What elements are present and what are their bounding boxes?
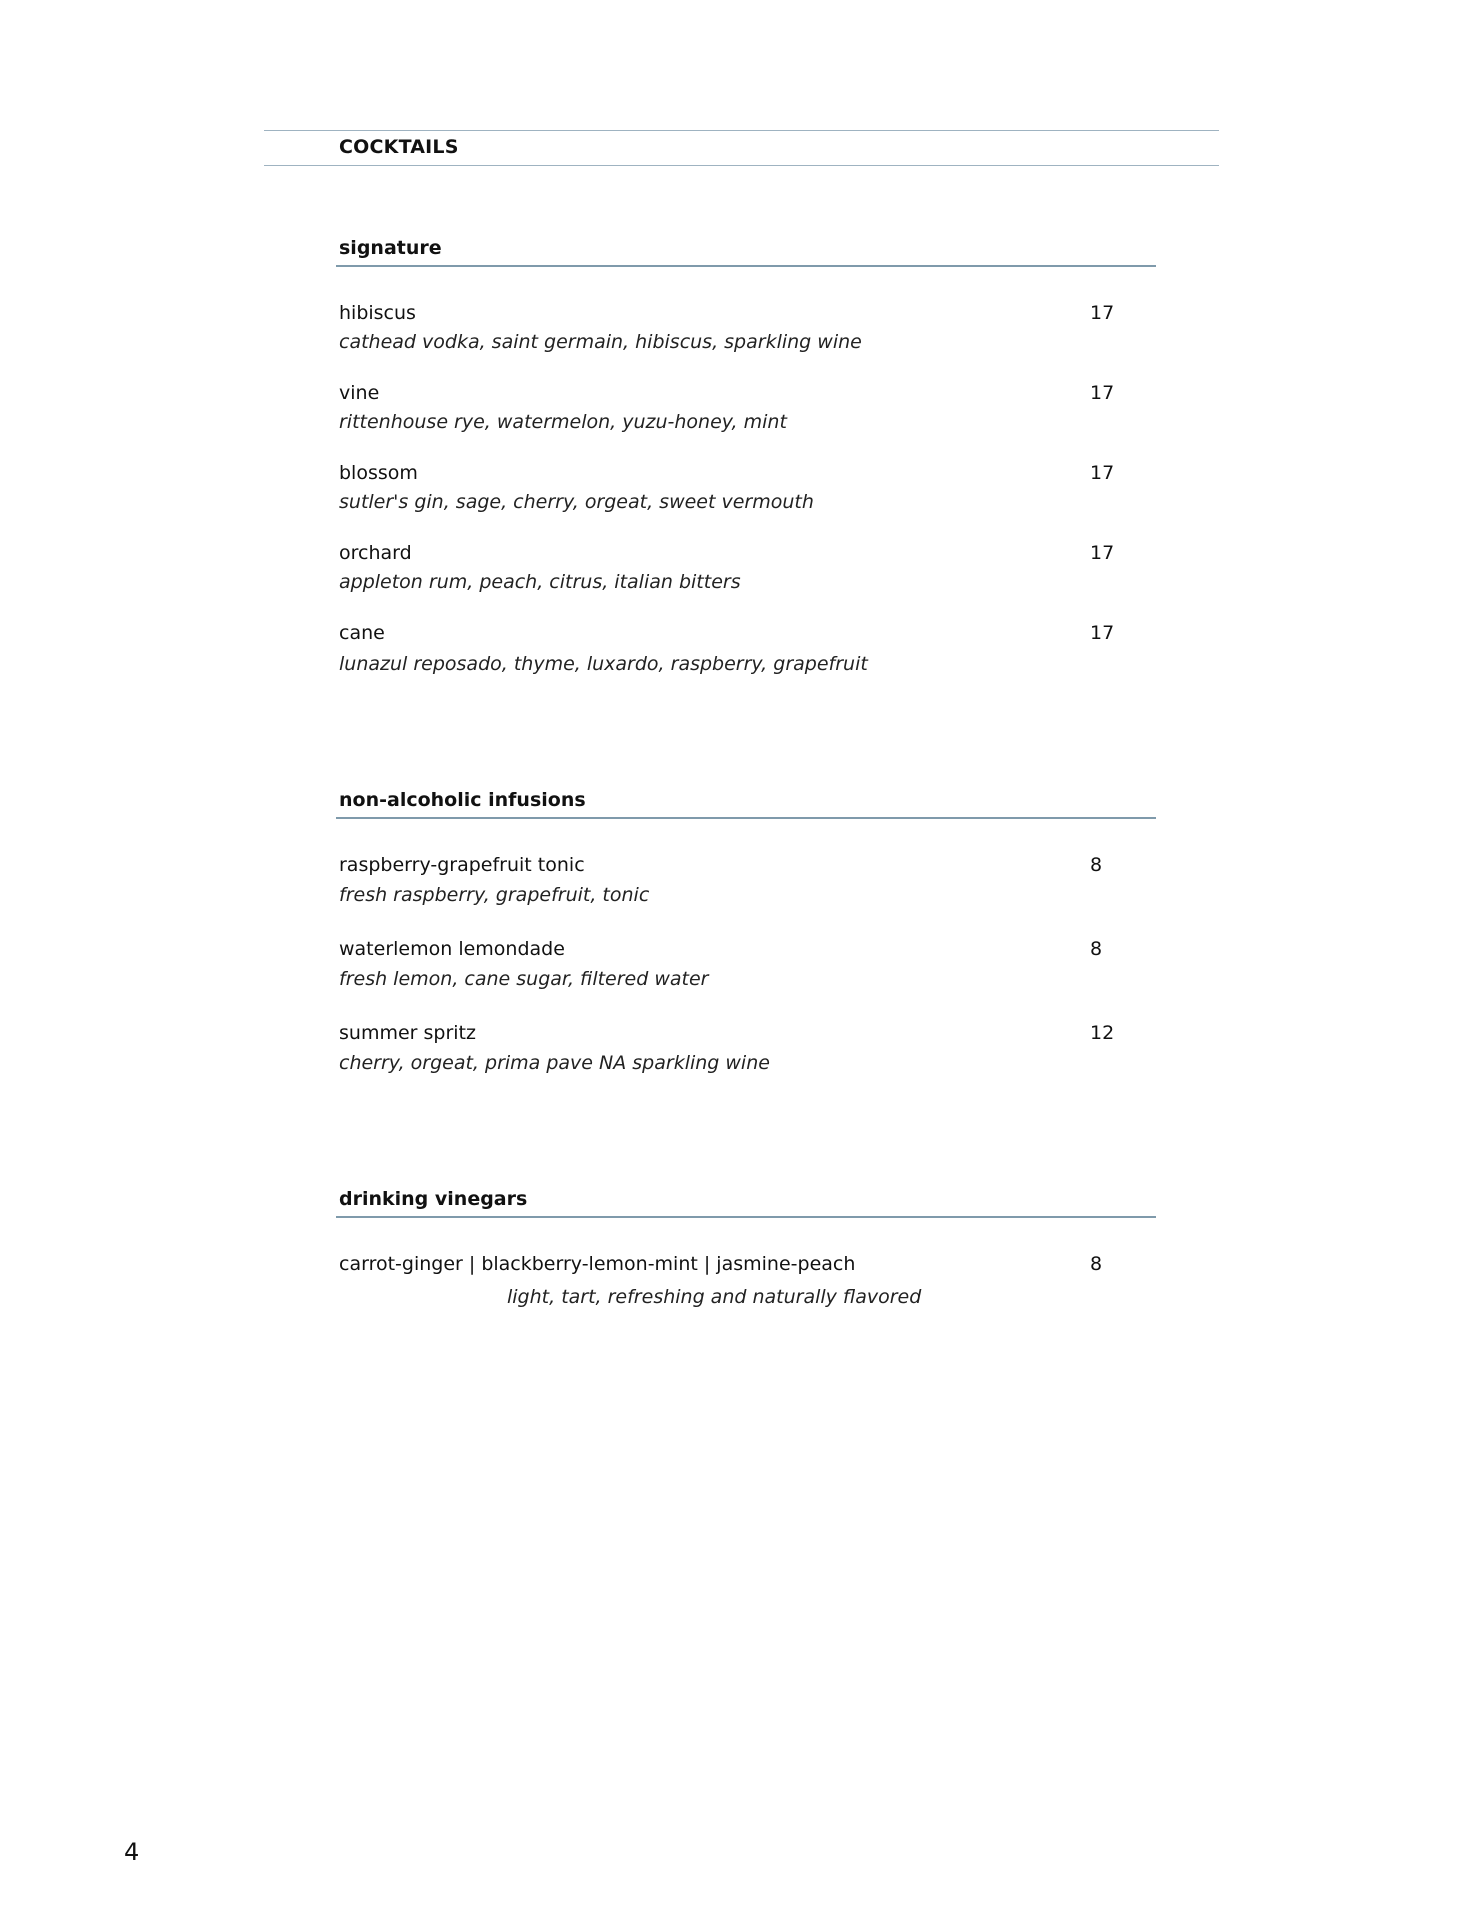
menu-item-name: summer spritz: [339, 1022, 476, 1044]
menu-item-name: blossom: [339, 462, 418, 484]
menu-item-description: cherry, orgeat, prima pave NA sparkling wine: [339, 1052, 770, 1074]
menu-item-name: orchard: [339, 542, 412, 564]
menu-item-description: light, tart, refreshing and naturally flavored: [507, 1286, 922, 1308]
menu-item-name: hibiscus: [339, 302, 416, 324]
menu-item-name: raspberry-grapefruit tonic: [339, 854, 585, 876]
section-title-signature: signature: [339, 237, 442, 259]
section-title-non-alcoholic: non-alcoholic infusions: [339, 789, 586, 811]
menu-item-description: rittenhouse rye, watermelon, yuzu-honey, mint: [339, 411, 787, 433]
menu-item-name: vine: [339, 382, 380, 404]
page-header: [264, 130, 1219, 166]
menu-item-price: 8: [1090, 938, 1103, 960]
menu-item-name: waterlemon lemondade: [339, 938, 565, 960]
section-divider: [336, 265, 1156, 267]
menu-item-description: appleton rum, peach, citrus, italian bitters: [339, 571, 741, 593]
menu-item-description: cathead vodka, saint germain, hibiscus, sparkling wine: [339, 331, 862, 353]
menu-item-name: carrot-ginger | blackberry-lemon-mint | jasmine-peach: [339, 1253, 856, 1275]
menu-item-price: 8: [1090, 1253, 1103, 1275]
menu-item-name: cane: [339, 622, 385, 644]
menu-item-price: 17: [1090, 302, 1115, 324]
section-divider: [336, 1216, 1156, 1218]
menu-item-price: 12: [1090, 1022, 1115, 1044]
menu-item-price: 17: [1090, 622, 1115, 644]
menu-item-description: lunazul reposado, thyme, luxardo, raspberry, grapefruit: [339, 653, 868, 675]
menu-item-description: sutler's gin, sage, cherry, orgeat, sweet vermouth: [339, 491, 814, 513]
page-number: 4: [124, 1838, 140, 1866]
menu-item-price: 17: [1090, 462, 1115, 484]
menu-item-description: fresh raspberry, grapefruit, tonic: [339, 884, 650, 906]
menu-item-price: 8: [1090, 854, 1103, 876]
menu-item-price: 17: [1090, 542, 1115, 564]
menu-item-price: 17: [1090, 382, 1115, 404]
menu-item-description: fresh lemon, cane sugar, filtered water: [339, 968, 709, 990]
section-divider: [336, 817, 1156, 819]
page-title: COCKTAILS: [339, 136, 459, 158]
section-title-drinking-vinegars: drinking vinegars: [339, 1188, 528, 1210]
